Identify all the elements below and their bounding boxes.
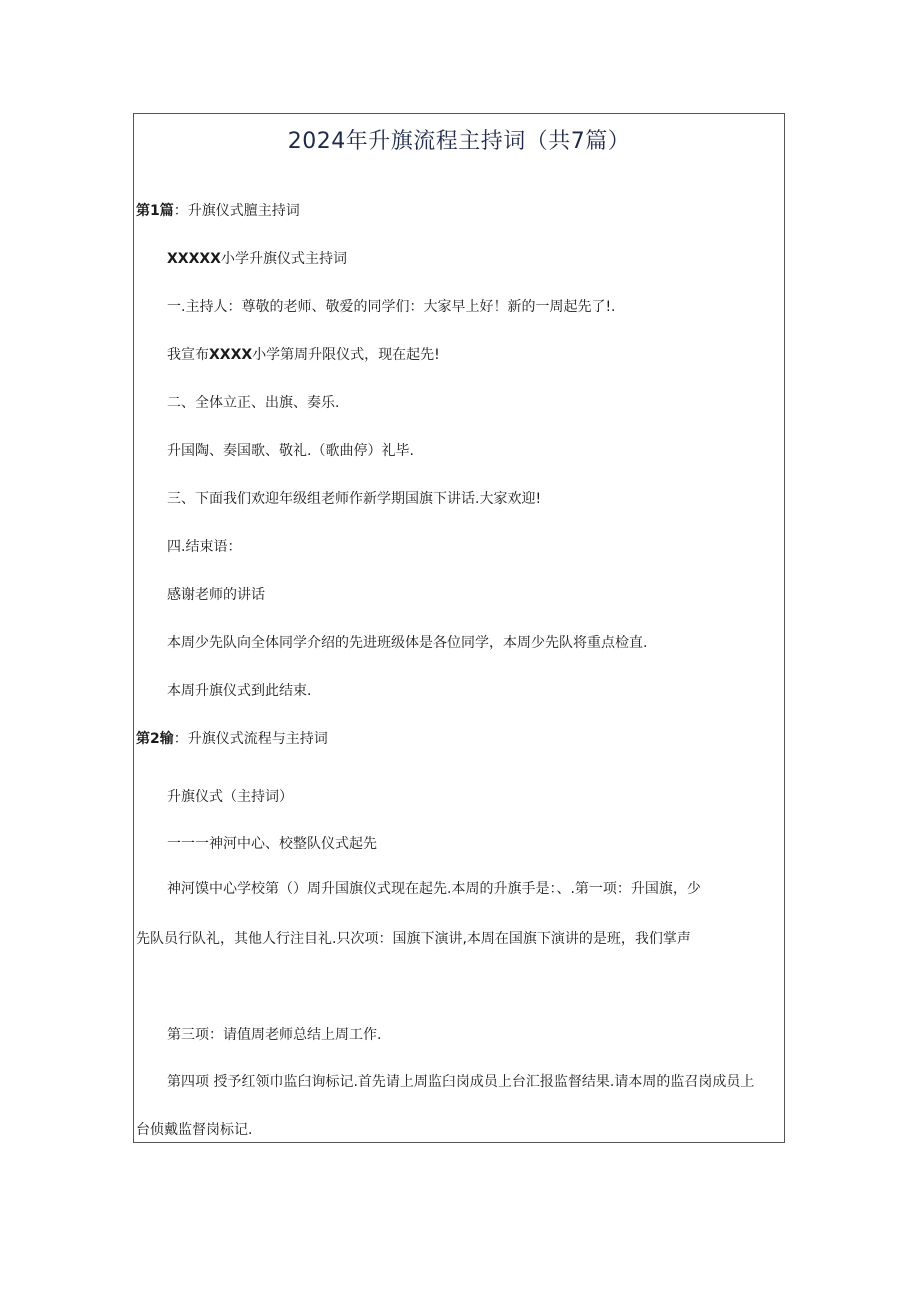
- paragraph-line: 升国陶、奏国歌、敬礼.（歌曲停）礼毕.: [167, 443, 414, 459]
- paragraph-line: 四.结束语：: [167, 539, 242, 555]
- paragraph-line: 神河馍中心学校第（）周升国旗仪式现在起先.本周的升旗手是：、.第一项：升国旗，少: [167, 881, 701, 897]
- paragraph-line: 本周少先队向全体同学介绍的先进班级体是各位同学，本周少先队将重点检直.: [167, 635, 648, 651]
- document-title: 2024年升旗流程主持词（共7篇）: [287, 129, 631, 154]
- paragraph-line: 第三项：请值周老师总结上周工作.: [167, 1027, 382, 1043]
- paragraph-text: 我宣布: [167, 347, 209, 363]
- paragraph-line: 升旗仪式（主持词）: [167, 789, 293, 805]
- section-number: 第1篇: [136, 203, 174, 219]
- document-frame: [133, 113, 785, 1143]
- paragraph-line: 三、下面我们欢迎年级组老师作新学期国旗下讲话.大家欢迎!: [167, 491, 542, 507]
- paragraph-line: 一一一神河中心、校整队仪式起先: [167, 836, 377, 852]
- section-heading-text: ：升旗仪式流程与主持词: [173, 731, 328, 747]
- paragraph-line: [167, 250, 347, 268]
- paragraph-text: 小学第周升限仪式，现在起先!: [252, 347, 440, 363]
- section-heading-text: ：升旗仪式膻主持词: [173, 203, 300, 219]
- placeholder-text: XXXXX: [167, 251, 221, 267]
- section-heading-1: [136, 202, 300, 220]
- paragraph-line: 一.主持人：尊敬的老师、敬爱的同学们：大家早上好！新的一周起先了!.: [167, 299, 616, 315]
- paragraph-line: 本周升旗仪式到此结束.: [167, 683, 312, 699]
- paragraph-line: 第四项 授予红领巾监臼询标记.首先请上周监臼岗成员上台汇报监督结果.请本周的监召岗成员上: [167, 1074, 755, 1090]
- paragraph-text: 小学升旗仪式主持词: [220, 251, 347, 267]
- paragraph-line: [167, 346, 440, 364]
- section-heading-2: [136, 730, 328, 748]
- paragraph-line: 二、全体立正、出旗、奏乐.: [167, 395, 340, 411]
- section-number: 第2输: [136, 731, 174, 747]
- paragraph-line: 台侦戴监督岗标记.: [136, 1122, 253, 1138]
- placeholder-text: XXXX: [209, 347, 253, 363]
- paragraph-line: 先队员行队礼，其他人行注目礼.只次项：国旗下演讲,本周在国旗下演讲的是班，我们掌声: [136, 931, 691, 947]
- paragraph-line: 感谢老师的讲话: [167, 587, 265, 603]
